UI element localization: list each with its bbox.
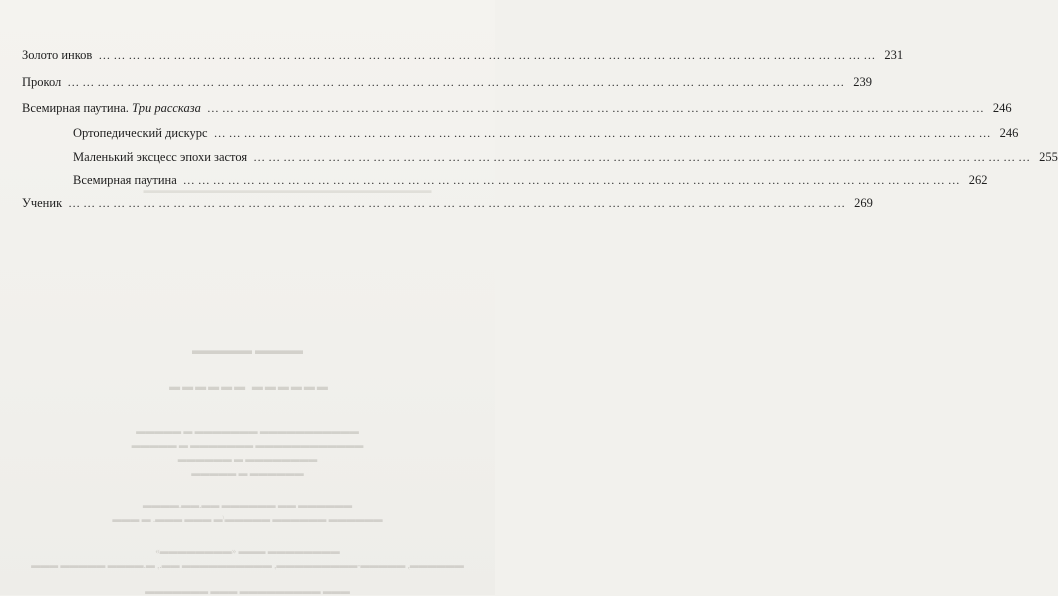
bleed-line: ▬▬▬▬▬▬▬▬▬▬▬▬ ▬▬▬▬▬▬▬ ▬ ▬▬▬▬▬: [131, 440, 364, 450]
toc-page-number: 269: [854, 196, 873, 210]
bleed-line: ▬▬▬▬▬▬, ▬▬▬▬▬-▬▬▬▬▬▬▬▬▬, ▬▬▬▬▬▬▬▬▬▬ ▬▬., ▬.▬▬▬▬ ▬▬▬▬▬ ▬▬▬: [31, 560, 464, 570]
toc-dot-leader: …………………………………………………………………………………………………………………………………………: [206, 101, 987, 115]
toc-dot-leader: …………………………………………………………………………………………………………………………………………: [98, 48, 879, 62]
bleed-line: ▬▬▬▬▬▬▬▬ ▬▬▬ «▬▬▬▬▬▬▬▬»: [155, 546, 340, 556]
toc-entry-title-main: Всемирная паутина.: [22, 101, 129, 115]
toc-entry-vsemirnaya-pautina-section[interactable]: [22, 100, 1012, 116]
bleed-line: ▬▬▬ ▬▬▬▬▬▬▬▬▬ ▬▬▬ ▬▬▬▬▬▬▬: [145, 586, 350, 596]
toc-page-number: 246: [999, 126, 1019, 140]
bleed-line: ▬▬▬▬▬▬▬▬▬▬▬▬▬▬▬▬▬▬▬▬▬▬▬▬▬▬▬▬▬▬▬▬: [143, 185, 432, 195]
toc-entry-title: Золото инков: [22, 48, 93, 62]
toc-page-number: 231: [884, 48, 904, 62]
toc-dot-leader: …………………………………………………………………………………………………………………………………………: [182, 173, 963, 187]
toc-page-number: 239: [853, 75, 873, 89]
toc-dot-leader: …………………………………………………………………………………………………………………………………………: [68, 196, 849, 210]
bleed-line: ▬▬▬▬▬▬ ▬ ▬▬▬▬▬: [191, 468, 304, 478]
bleed-line: ▬▬▬▬▬▬ ▬▬▬▬▬▬ ▬▬▬▬▬/▬ ▬▬▬ ▬▬▬. ▬ ▬▬▬: [112, 514, 383, 524]
toc-dot-leader: …………………………………………………………………………………………………………………………………………: [213, 126, 994, 140]
toc-entry-ortopedicheskiy-diskurs[interactable]: [73, 125, 1019, 141]
bleed-line: ▬▬▬▬▬▬▬▬ ▬ ▬▬▬▬▬▬: [177, 454, 318, 464]
toc-entry-zoloto-inkov[interactable]: [22, 47, 904, 63]
toc-entry-title: Маленький эксцесс эпохи застоя: [73, 150, 248, 164]
toc-page-number: 246: [992, 101, 1012, 115]
bleed-line: ▬▬▬▬▬▬▬▬▬▬▬ ▬▬▬▬▬▬▬ ▬ ▬▬▬▬▬: [136, 426, 359, 436]
toc-entry-title-italic: Три рассказа: [132, 101, 201, 115]
bleed-author: ▬▬▬▬ ▬▬▬▬▬: [192, 343, 303, 357]
toc-dot-leader: …………………………………………………………………………………………………………………………………………: [253, 150, 1034, 164]
toc-entry-uchenik[interactable]: [22, 195, 873, 211]
toc-page-number: 262: [968, 173, 988, 187]
toc-entry-title: Ученик: [22, 196, 63, 210]
toc-entry-vsemirnaya-pautina[interactable]: [73, 172, 988, 188]
toc-entry-title: Прокол: [22, 75, 62, 89]
bleed-line: ▬▬▬▬▬▬ ▬▬ ▬▬▬▬▬▬ ▬▬.▬▬.▬▬▬▬: [142, 500, 353, 510]
toc-entry-title: Ортопедический дискурс: [73, 126, 208, 140]
toc-entry-malenkiy-eksstess[interactable]: [73, 149, 1058, 165]
toc-entry-prokol[interactable]: [22, 74, 873, 90]
toc-entry-title: [22, 100, 201, 116]
toc-entry-title: Всемирная паутина: [73, 173, 177, 187]
toc-dot-leader: …………………………………………………………………………………………………………………………………………: [67, 75, 848, 89]
bleed-title: ▬▬▬▬▬▬ ▬▬▬▬▬▬: [167, 381, 328, 393]
toc-page-number: 255: [1039, 150, 1058, 164]
